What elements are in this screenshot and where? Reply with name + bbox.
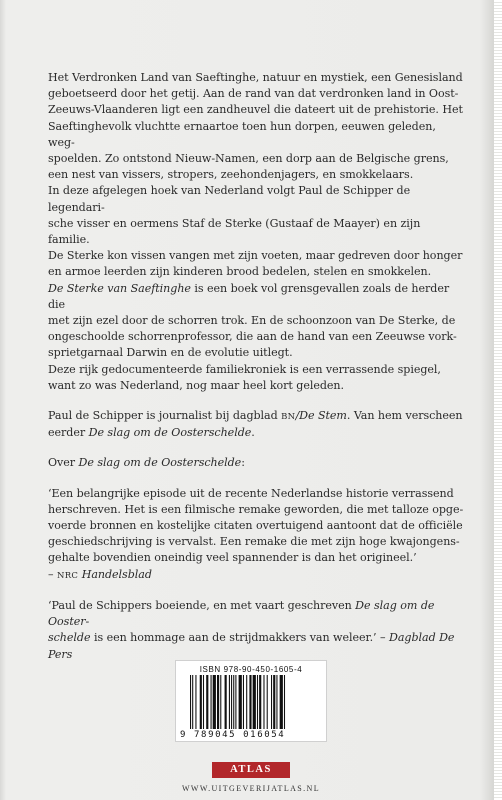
- barcode-bar: [271, 675, 272, 729]
- barcode-bar: [206, 675, 208, 729]
- text-line: geboetseerd door het getij. Aan de rand van dat verdronken land in Oost-: [48, 87, 459, 101]
- text-line: geschiedschrijving is vervalst. Een remake die met zijn hoge kwajongens-: [48, 535, 460, 549]
- text-line: . Van hem verscheen: [346, 409, 463, 423]
- text-line: ‘Een belangrijke episode uit de recente Nederlandse historie verrassend: [48, 486, 454, 500]
- newspaper-name: /De Stem: [295, 409, 347, 423]
- blurb-paragraph-4: [48, 362, 464, 394]
- quote-source-abbrev: NRC: [56, 570, 79, 581]
- text-line: is een boek vol grensgevallen zoals de herder die: [48, 281, 450, 311]
- book-title: De slag om de Oosterschelde: [88, 426, 252, 440]
- barcode-digits: 9 789045 016054: [180, 730, 286, 740]
- page-edges: [494, 0, 502, 800]
- text-line: sprietgarnaal Darwin en de evolutie uitlegt.: [48, 346, 293, 360]
- barcode-bar: [276, 675, 277, 729]
- barcode-bar: [192, 675, 193, 729]
- text-line: en armoe leerden zijn kinderen brood bedelen, stelen en smokkelen.: [48, 265, 432, 279]
- text-line: Zeeuws-Vlaanderen ligt een zandheuvel die dateert uit de prehistorie. Het: [48, 103, 463, 117]
- barcode-bar: [273, 675, 275, 729]
- quote-source: – Dagblad De Pers: [48, 631, 455, 661]
- text-line: ongeschoolde schorrenprofessor, die aan de hand van een Zeeuwse vork-: [48, 330, 457, 344]
- barcode-bar: [233, 675, 234, 729]
- barcode-bar: [225, 675, 227, 729]
- blurb-paragraph-2: [48, 183, 464, 280]
- quotes-intro: [48, 455, 464, 471]
- barcode-bar: [203, 675, 204, 729]
- isbn-label: ISBN 978-90-450-1605-4: [199, 665, 303, 674]
- text-line: Het Verdronken Land van Saeftinghe, natuur en mystiek, een Genesisland: [48, 71, 463, 84]
- text-line: Over: [48, 456, 79, 470]
- text-line: .: [251, 426, 255, 440]
- barcode-bar: [239, 675, 242, 729]
- text-line: eerder: [48, 426, 89, 440]
- barcode-bar: [231, 675, 232, 729]
- barcode-bar: [249, 675, 251, 729]
- barcode-bar: [267, 675, 268, 729]
- publisher-website: WWW.UITGEVERIJATLAS.NL: [181, 784, 321, 793]
- text-line: Saeftinghevolk vluchtte ernaartoe toen hun dorpen, eeuwen geleden, weg-: [48, 119, 436, 149]
- text-line: In deze afgelegen hoek van Nederland volgt Paul de Schipper de legendari-: [48, 184, 411, 214]
- barcode-bar: [253, 675, 256, 729]
- book-title: De Sterke van Saeftinghe: [48, 281, 191, 295]
- blurb-paragraph-1: [48, 70, 464, 183]
- barcode-bar: [263, 675, 264, 729]
- text-line: is een hommage aan de strijdmakkers van weleer.’: [90, 631, 381, 645]
- text-line: met zijn ezel door de schorren trok. En de schoonzoon van De Sterke, de: [48, 314, 456, 328]
- text-line: gehalte bovendien oneindig veel spannender is dan het origineel.’: [48, 551, 417, 565]
- book-title: schelde: [48, 631, 91, 645]
- text-line: want zo was Nederland, nog maar heel kort geleden.: [48, 378, 345, 392]
- publisher-logo: ATLAS: [212, 762, 290, 778]
- barcode-bar: [211, 675, 212, 729]
- isbn-barcode: [175, 660, 327, 742]
- barcode-bar: [200, 675, 202, 729]
- barcode-bar: [243, 675, 244, 729]
- barcode-bar: [235, 675, 236, 729]
- barcode-bar: [217, 675, 219, 729]
- text-line: Paul de Schipper is journalist bij dagblad: [48, 409, 282, 423]
- book-title: De slag om de Ooster-: [48, 598, 435, 629]
- barcode-bar: [195, 675, 196, 729]
- author-bio: [48, 408, 464, 441]
- barcode-bar: [213, 675, 216, 729]
- barcode-bar: [229, 675, 230, 729]
- barcode-bar: [220, 675, 221, 729]
- text-line: Deze rijk gedocumenteerde familiekroniek is een verrassende spiegel,: [48, 362, 441, 376]
- barcode-bar: [190, 675, 191, 729]
- review-quote-1: [48, 486, 464, 584]
- barcode-bar: [284, 675, 285, 729]
- newspaper-abbrev: BN: [281, 412, 296, 423]
- barcode-bars: [190, 675, 316, 729]
- back-cover-text: [48, 70, 464, 663]
- barcode-bar: [257, 675, 258, 729]
- barcode-bar: [246, 675, 247, 729]
- text-line: sche visser en oermens Staf de Sterke (Gustaaf de Maayer) en zijn familie.: [48, 216, 421, 247]
- text-line: spoelden. Zo ontstond Nieuw-Namen, een dorp aan de Belgische grens,: [48, 152, 449, 166]
- blurb-paragraph-3: [48, 281, 464, 362]
- text-line: een nest van vissers, stropers, zeehondenjagers, en smokkelaars.: [48, 168, 414, 182]
- text-line: :: [241, 456, 245, 470]
- quote-source-dash: –: [48, 567, 57, 581]
- text-line: herschreven. Het is een filmische remake geworden, die met talloze opge-: [48, 502, 464, 516]
- quote-source: Handelsblad: [78, 567, 152, 581]
- text-line: De Sterke kon vissen vangen met zijn voeten, maar gedreven door honger: [48, 249, 463, 263]
- text-line: ‘Paul de Schippers boeiende, en met vaart geschreven: [48, 598, 356, 612]
- review-quote-2: [48, 598, 464, 663]
- barcode-bar: [259, 675, 261, 729]
- barcode-bar: [280, 675, 283, 729]
- book-title: De slag om de Oosterschelde: [78, 456, 242, 470]
- text-line: voerde bronnen en kostelijke citaten overtuigend aantoont dat de officiële: [48, 519, 463, 533]
